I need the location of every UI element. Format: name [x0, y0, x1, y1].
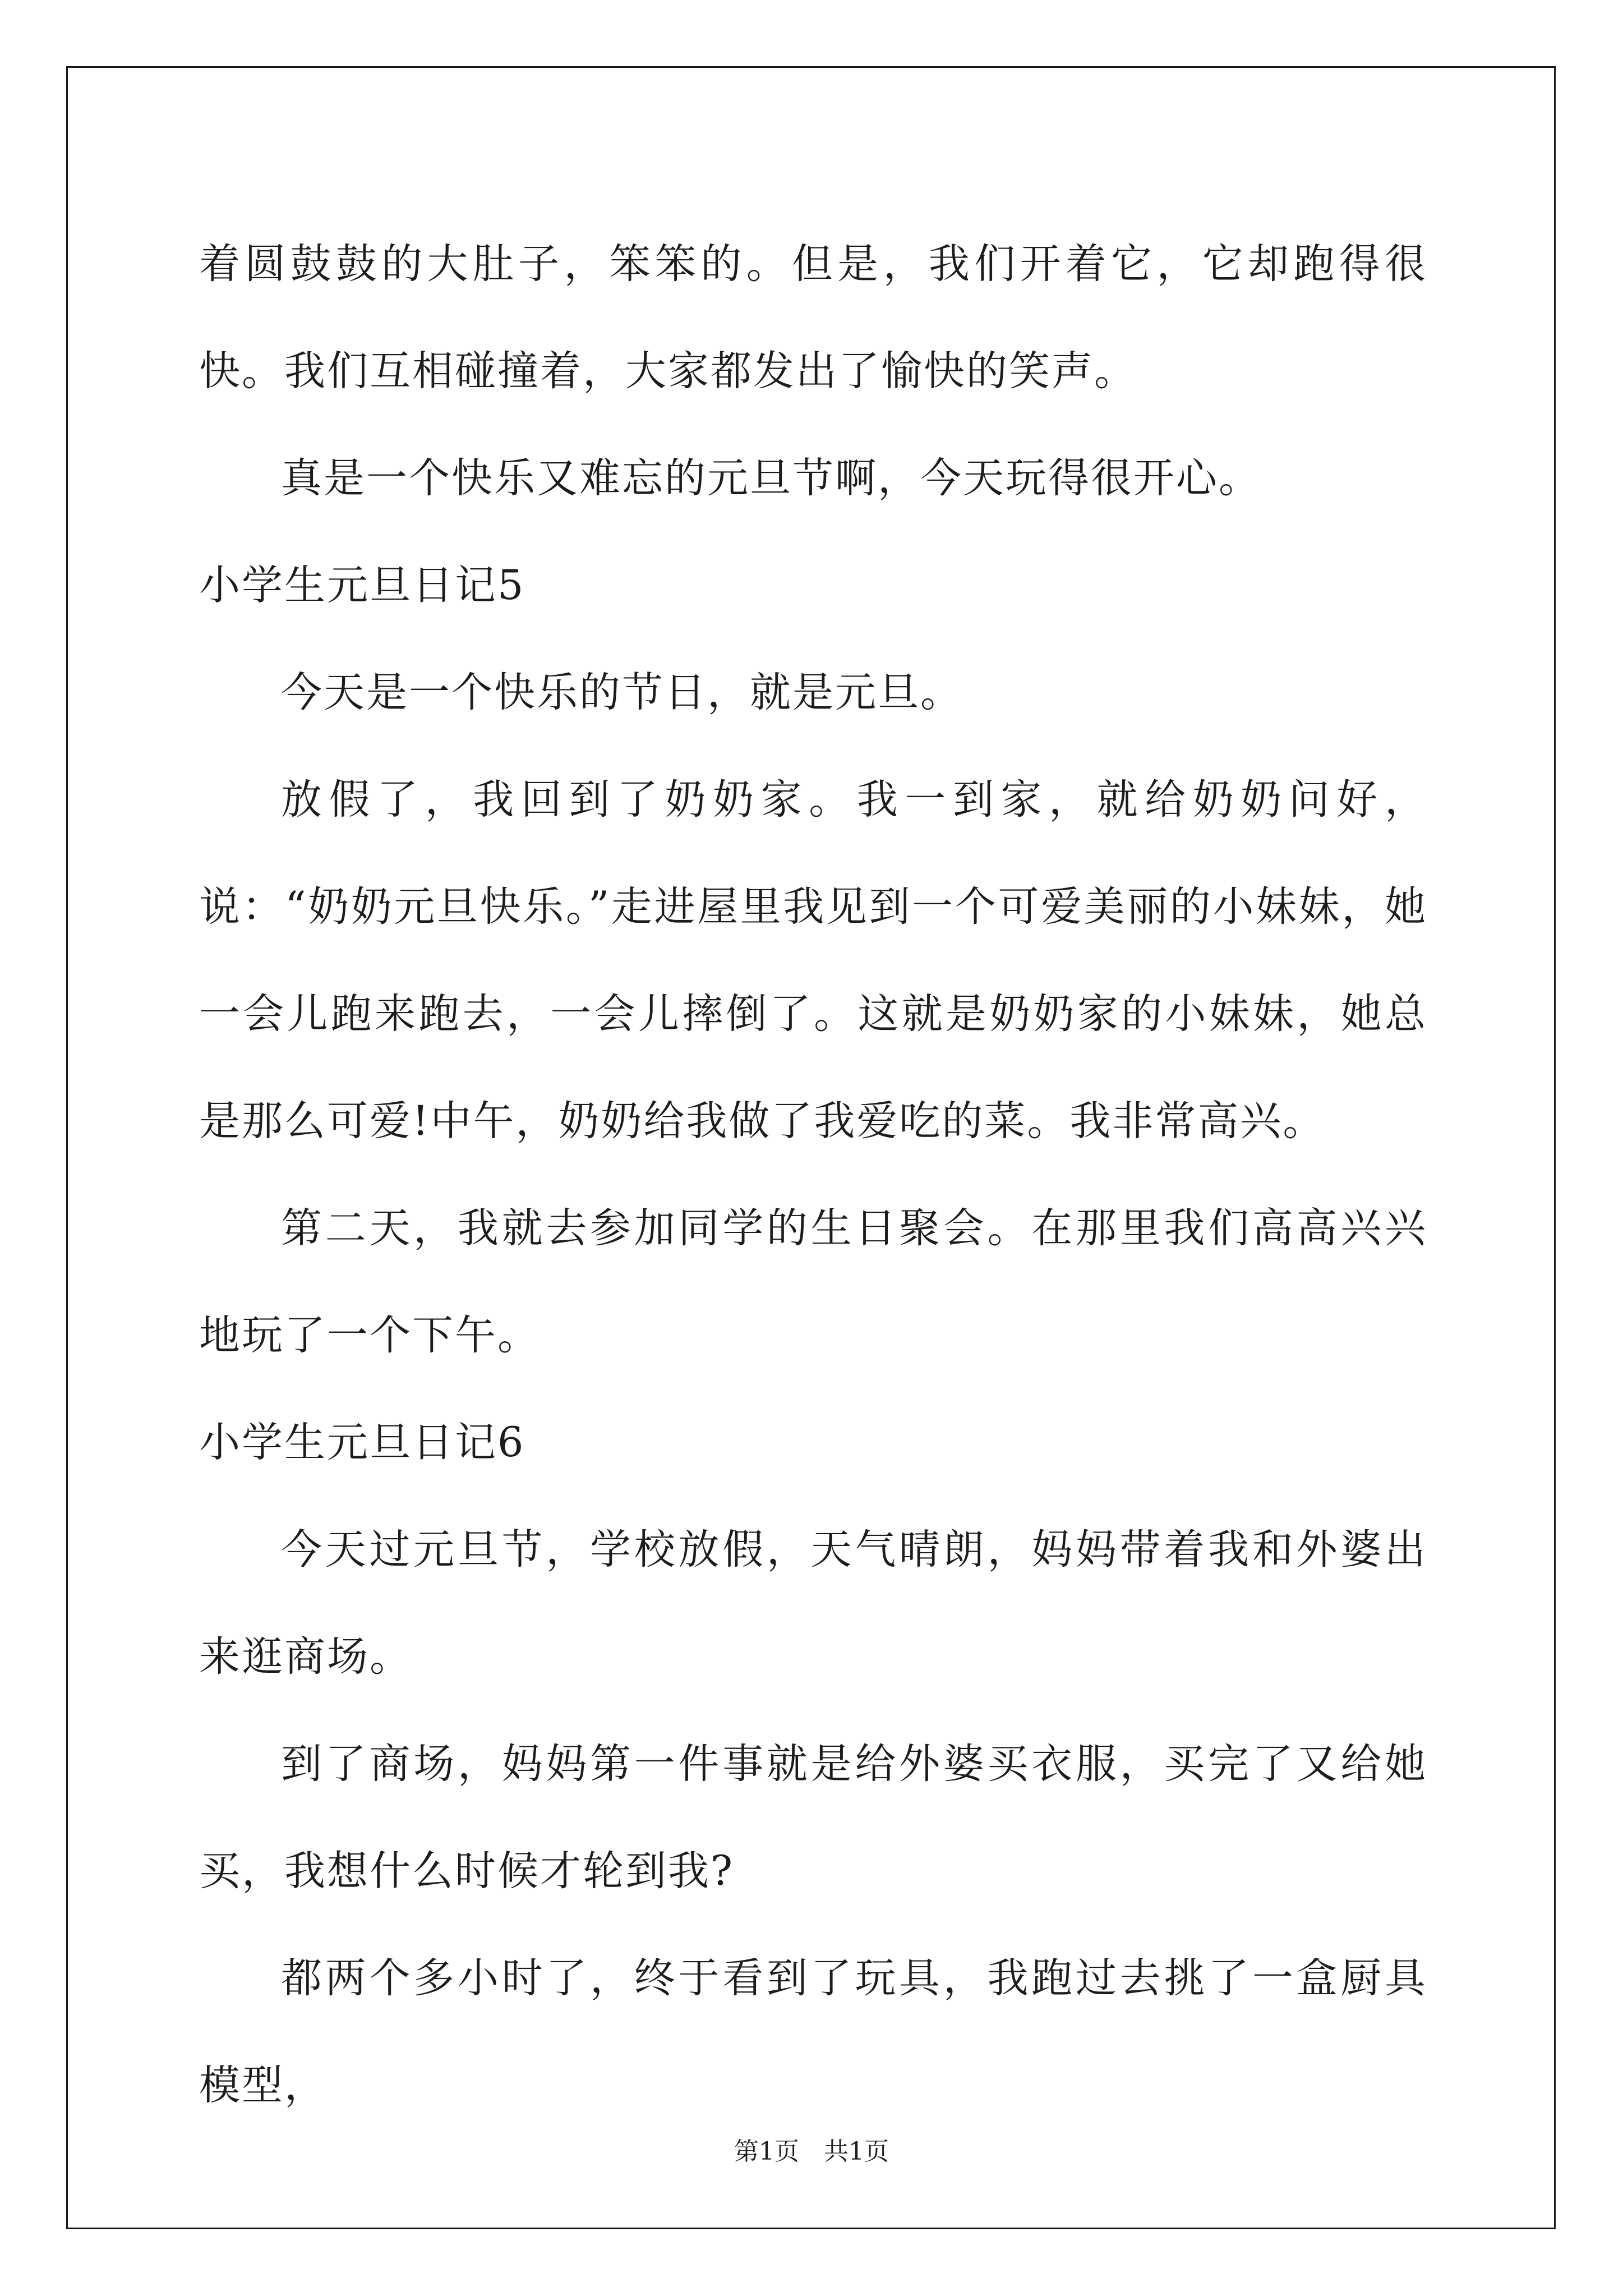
paragraph: 放假了，我回到了奶奶家。我一到家，就给奶奶问好，说：“奶奶元旦快乐。”走进屋里我见到一个可爱美丽的小妹妹，她一会儿跑来跑去，一会儿摔倒了。这就是奶奶家的小妹妹，她总是那么可爱!中午，奶奶给我做了我爱吃的菜。我非常高兴。 [199, 776, 1427, 1145]
paragraph: 真是一个快乐又难忘的元旦节啊，今天玩得很开心。 [281, 454, 1261, 502]
paragraph: 今天是一个快乐的节日，就是元旦。 [281, 669, 963, 716]
document-body [199, 210, 1427, 2139]
page-number: 第1页 [734, 2137, 799, 2166]
paragraph: 第二天，我就去参加同学的生日聚会。在那里我们高高兴兴地玩了一个下午。 [199, 1204, 1427, 1359]
page-total: 共1页 [824, 2137, 889, 2166]
paragraph: 都两个多小时了，终于看到了玩具，我跑过去挑了一盒厨具模型， [199, 1954, 1427, 2109]
page-footer [0, 2136, 1623, 2168]
paragraph: 今天过元旦节，学校放假，天气晴朗，妈妈带着我和外婆出来逛商场。 [199, 1526, 1427, 1681]
paragraph: 着圆鼓鼓的大肚子，笨笨的。但是，我们开着它，它却跑得很快。我们互相碰撞着，大家都发出了愉快的笑声。 [199, 240, 1427, 395]
paragraph: 到了商场，妈妈第一件事就是给外婆买衣服，买完了又给她买，我想什么时候才轮到我? [199, 1740, 1427, 1895]
section-heading: 小学生元旦日记6 [199, 1419, 525, 1466]
section-heading: 小学生元旦日记5 [199, 562, 525, 609]
